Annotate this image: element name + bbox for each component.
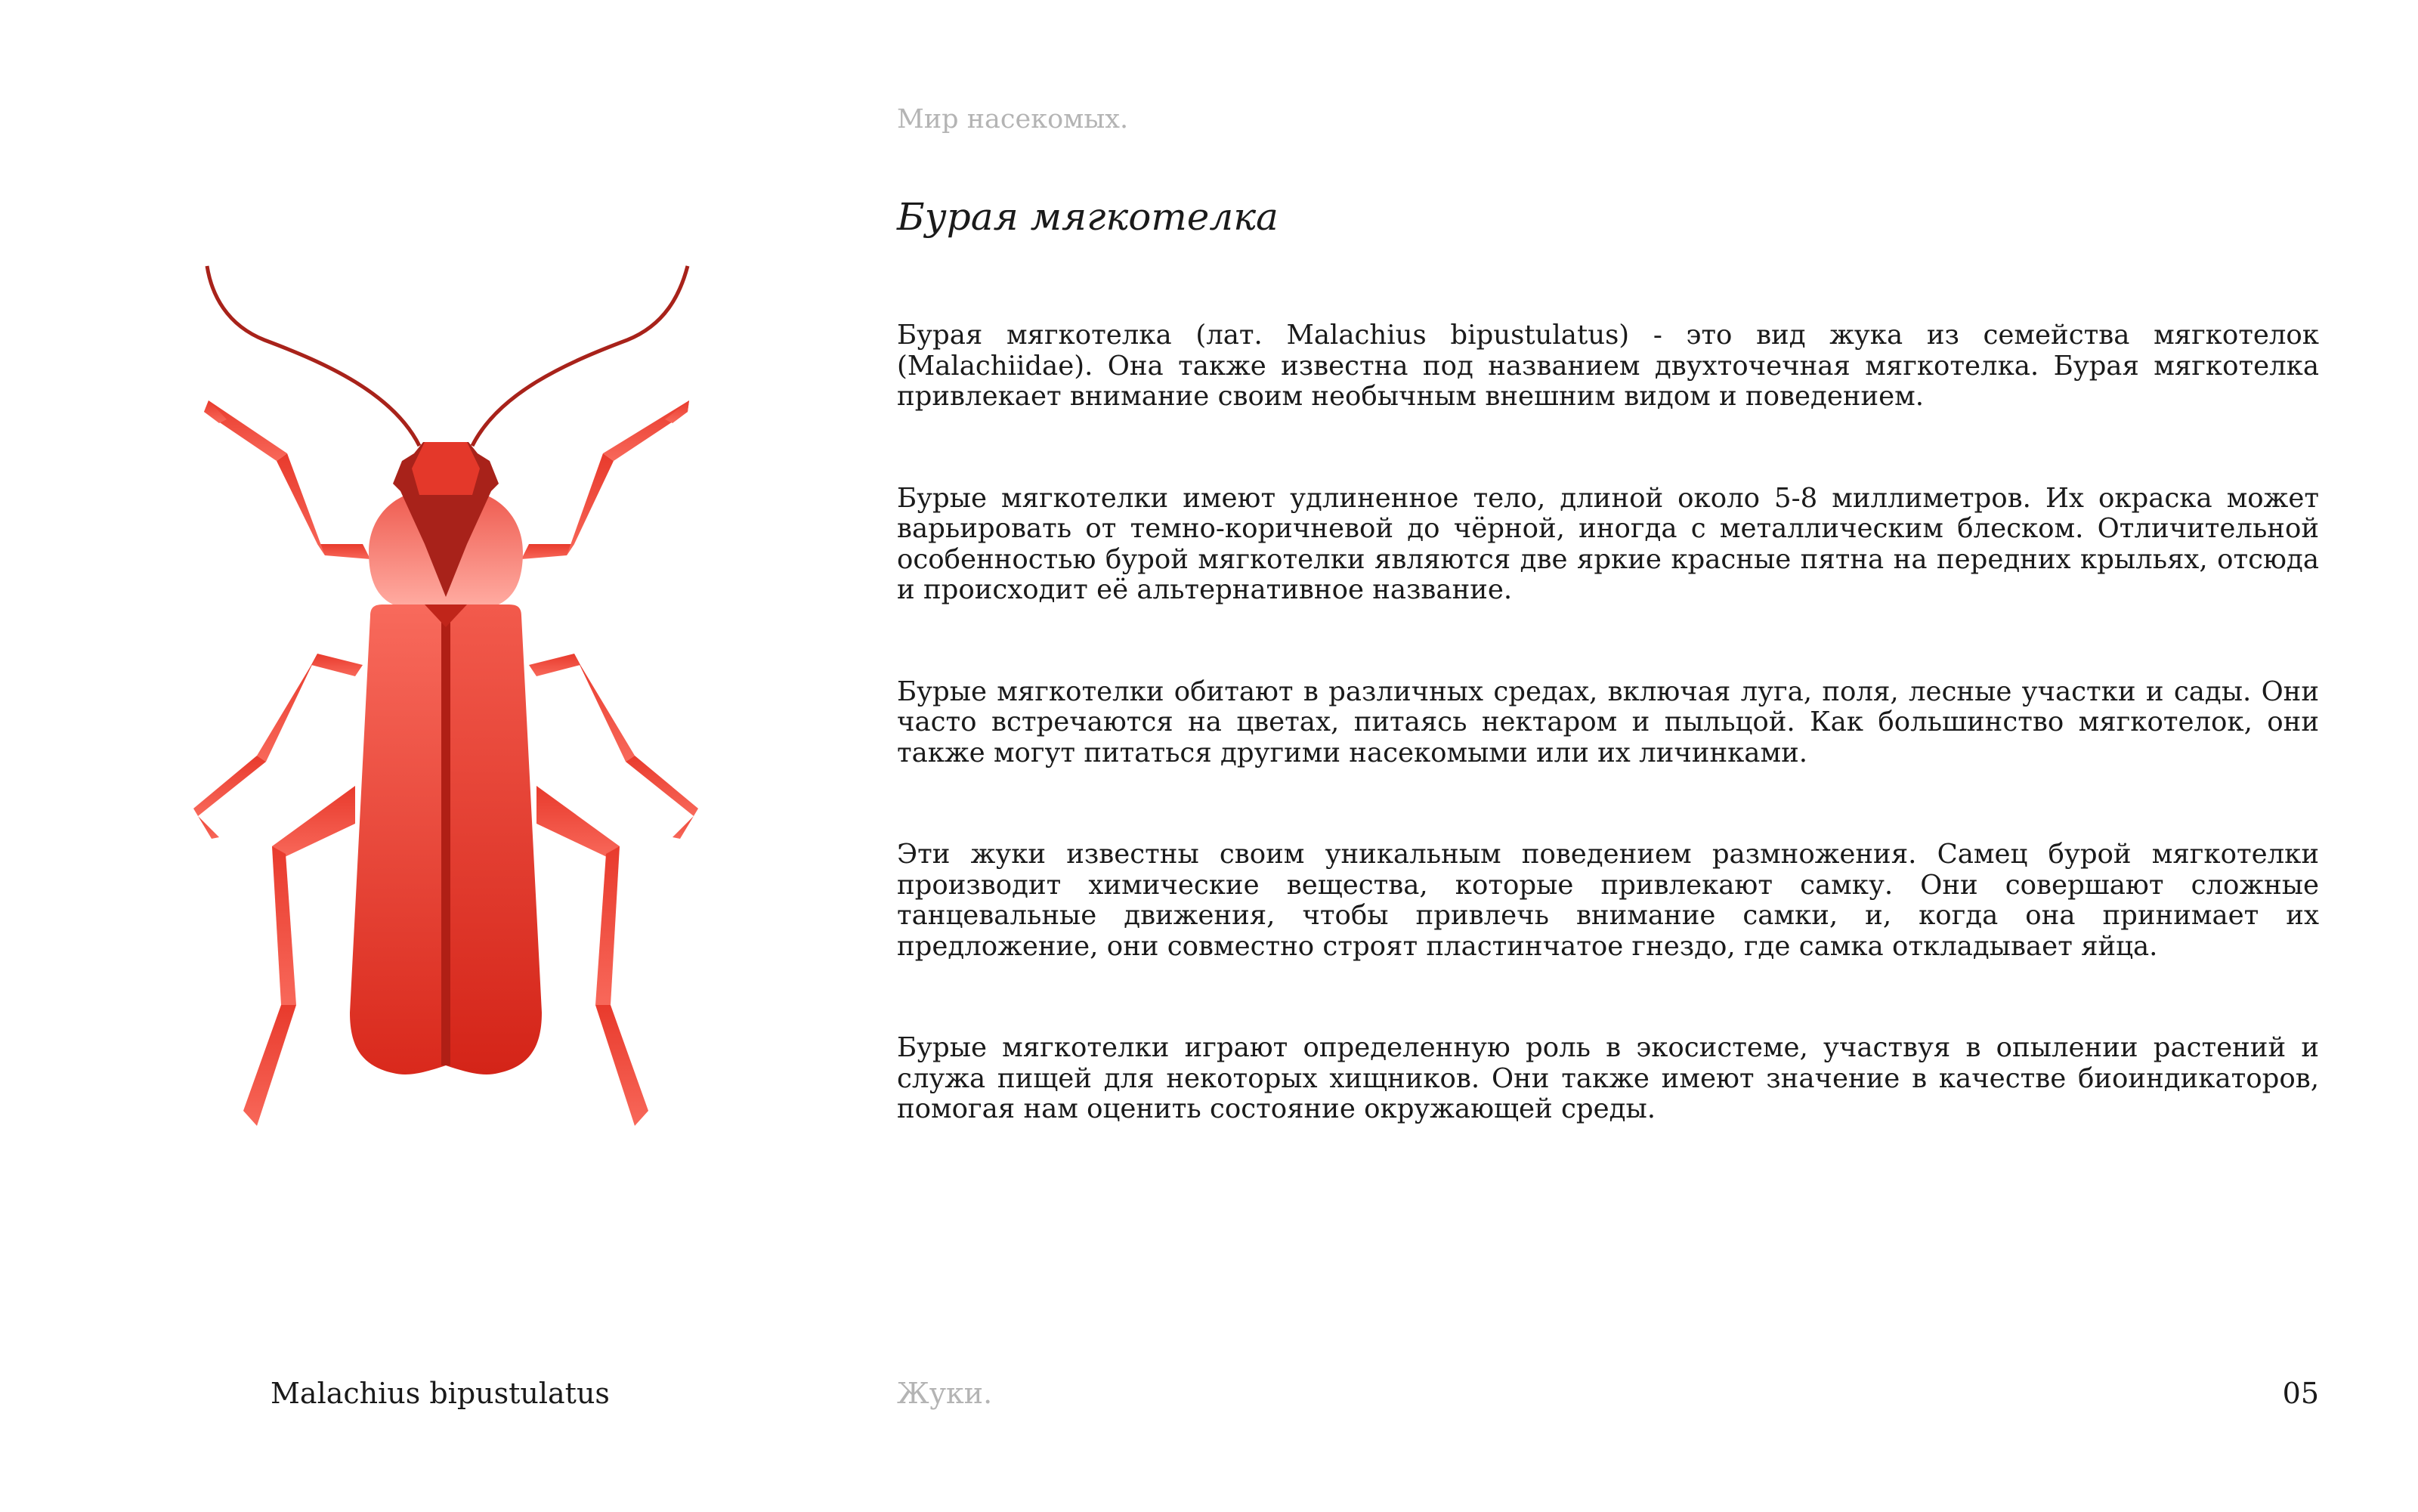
- category-label: Жуки.: [897, 1377, 993, 1410]
- section-label: Мир насекомых.: [897, 104, 1129, 135]
- article-body: [897, 320, 2319, 1196]
- species-name: Malachius bipustulatus: [271, 1377, 610, 1410]
- beetle-illustration: [151, 227, 756, 1179]
- paragraph-ecology: Бурые мягкотелки играют определенную роль в экосистеме, участвуя в опылении растений и служа пищей для некоторых хищников. Они также имеют значение в качестве биоиндикаторов, помогая нам оценить состояние окружающей среды.: [897, 1032, 2319, 1124]
- paragraph-habitat: Бурые мягкотелки обитают в различных средах, включая луга, поля, лесные участки и сады. Они часто встречаются на цветах, питаясь нектаром и пыльцой. Как большинство мягкотелок, они также могут питаться другими насекомыми или их личинками.: [897, 676, 2319, 768]
- paragraph-reproduction: Эти жуки известны своим уникальным поведением размножения. Самец бурой мягкотелки производит химические вещества, которые привлекают самку. Они совершают сложные танцевальные движения, чтобы привлечь внимание самки, и, когда она принимает их предложение, они совместно строят пластинчатое гнездо, где самка откладывает яйца.: [897, 839, 2319, 962]
- page-number: 05: [2282, 1377, 2319, 1410]
- hind-leg-left: [243, 786, 355, 1126]
- front-leg-left: [204, 400, 370, 559]
- beetle-elytra: [350, 604, 542, 1074]
- front-leg-right: [521, 400, 689, 559]
- paragraph-intro: Бурая мягкотелка (лат. Malachius bipustulatus) - это вид жука из семейства мягкотелок (Malachiidae). Она также известна под названием двухточечная мягкотелка. Бурая мягкотелка привлекает внимание своим необычным внешним видом и поведением.: [897, 320, 2319, 412]
- paragraph-appearance: Бурые мягкотелки имеют удлиненное тело, длиной около 5-8 миллиметров. Их окраска может варьировать от темно-коричневой до чёрной, иногда с металлическим блеском. Отличительной особенностью бурой мягкотелки являются две яркие красные пятна на передних крыльях, отсюда и происходит её альтернативное название.: [897, 482, 2319, 605]
- antenna-right: [472, 266, 688, 446]
- hind-leg-right: [536, 786, 648, 1126]
- article-title: Бурая мягкотелка: [897, 195, 1279, 239]
- antenna-left: [207, 266, 419, 446]
- beetle-thorax: [369, 490, 523, 604]
- beetle-head: [393, 442, 499, 499]
